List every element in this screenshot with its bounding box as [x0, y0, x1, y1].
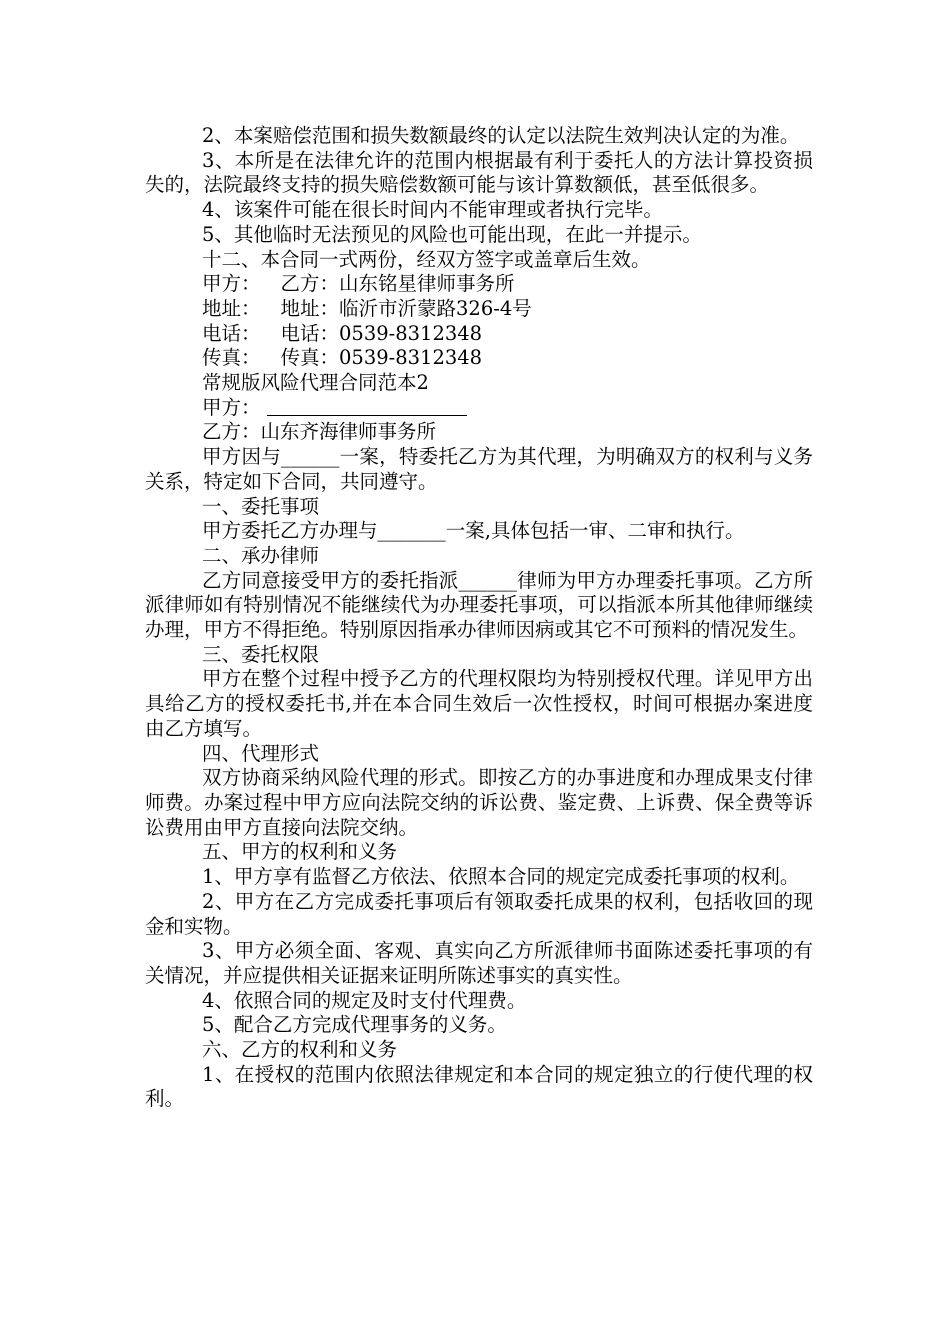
- paragraph-1: 甲方委托乙方办理与_______一案,具体包括一审、二审和执行。: [202, 519, 745, 543]
- signature-party-row: [145, 272, 813, 297]
- paragraph-intro: 甲方因与______一案，特委托乙方为其代理，为明确双方的权利与义务关系，特定如下合同，共同遵守。: [145, 445, 813, 493]
- party-b-name: 乙方：山东铭星律师事务所: [280, 272, 515, 296]
- paragraph-risk-2: 2、本案赔偿范围和损失数额最终的认定以法院生效判决认定的为准。: [202, 124, 800, 147]
- paragraph-5-2: 2、甲方在乙方完成委托事项后有领取委托成果的权利，包括收回的现金和实物。: [145, 889, 813, 938]
- contract2-title: 常规版风险代理合同范本2: [202, 371, 429, 395]
- paragraph-risk-3: 3、本所是在法律允许的范围内根据最有利于委托人的方法计算投资损失的，法院最终支持的损失赔偿数额可能与该计算数额低，甚至低很多。: [145, 148, 813, 197]
- fax-label: 传真：: [202, 346, 261, 370]
- paragraph-3: 甲方在整个过程中授予乙方的代理权限均为特别授权代理。详见甲方出具给乙方的授权委托书,并在本合同生效后一次性授权，时间可根据办案进度由乙方填写。: [145, 667, 813, 740]
- contract2-party-a-label: 甲方：: [202, 395, 261, 419]
- heading-5: 五、甲方的权利和义务: [202, 840, 398, 864]
- heading-1: 一、委托事项: [202, 494, 320, 518]
- contract2-party-a-row: [145, 396, 813, 421]
- document-page: [145, 124, 813, 1112]
- paragraph-5-4: 4、依照合同的规定及时支付代理费。: [202, 988, 527, 1012]
- paragraph-4: 双方协商采纳风险代理的形式。即按乙方的办事进度和办理成果支付律师费。办案过程中甲方应向法院交纳的诉讼费、鉴定费、上诉费、保全费等诉讼费用由甲方直接向法院交纳。: [145, 766, 813, 839]
- address-label: 地址：: [202, 296, 261, 320]
- paragraph-6-1: 1、在授权的范围内依照法律规定和本合同的规定独立的行使代理的权利。: [145, 1062, 813, 1111]
- party-b-address: 地址：临沂市沂蒙路326-4号: [280, 296, 532, 320]
- heading-6: 六、乙方的权利和义务: [202, 1038, 398, 1062]
- paragraph-2: 乙方同意接受甲方的委托指派______律师为甲方办理委托事项。乙方所派律师如有特别情况不能继续代为办理委托事项，可以指派本所其他律师继续办理，甲方不得拒绝。特别原因指承办律师因病或其它不可预料的情况发生。: [145, 568, 813, 642]
- heading-2: 二、承办律师: [202, 543, 320, 567]
- signature-address-row: [145, 297, 813, 322]
- party-b-fax: 传真：0539-8312348: [280, 346, 483, 370]
- paragraph-risk-5: 5、其他临时无法预见的风险也可能出现，在此一并提示。: [202, 222, 702, 246]
- party-a-blank-line: [267, 397, 467, 416]
- heading-3: 三、委托权限: [202, 642, 320, 666]
- party-a-label: 甲方：: [202, 272, 261, 296]
- paragraph-clause-12: 十二、本合同一式两份，经双方签字或盖章后生效。: [202, 247, 651, 271]
- paragraph-5-3: 3、甲方必须全面、客观、真实向乙方所派律师书面陈述委托事项的有关情况，并应提供相关证据来证明所陈述事实的真实性。: [145, 939, 813, 987]
- party-b-phone: 电话：0539-8312348: [280, 321, 483, 345]
- paragraph-risk-4: 4、该案件可能在很长时间内不能审理或者执行完毕。: [202, 198, 663, 222]
- contract2-party-b: 乙方：山东齐海律师事务所: [202, 420, 437, 444]
- signature-fax-row: [145, 346, 813, 371]
- paragraph-5-5: 5、配合乙方完成代理事务的义务。: [202, 1013, 507, 1037]
- paragraph-5-1: 1、甲方享有监督乙方依法、依照本合同的规定完成委托事项的权利。: [202, 865, 800, 889]
- signature-phone-row: [145, 322, 813, 347]
- heading-4: 四、代理形式: [202, 741, 320, 765]
- phone-label: 电话：: [202, 321, 261, 345]
